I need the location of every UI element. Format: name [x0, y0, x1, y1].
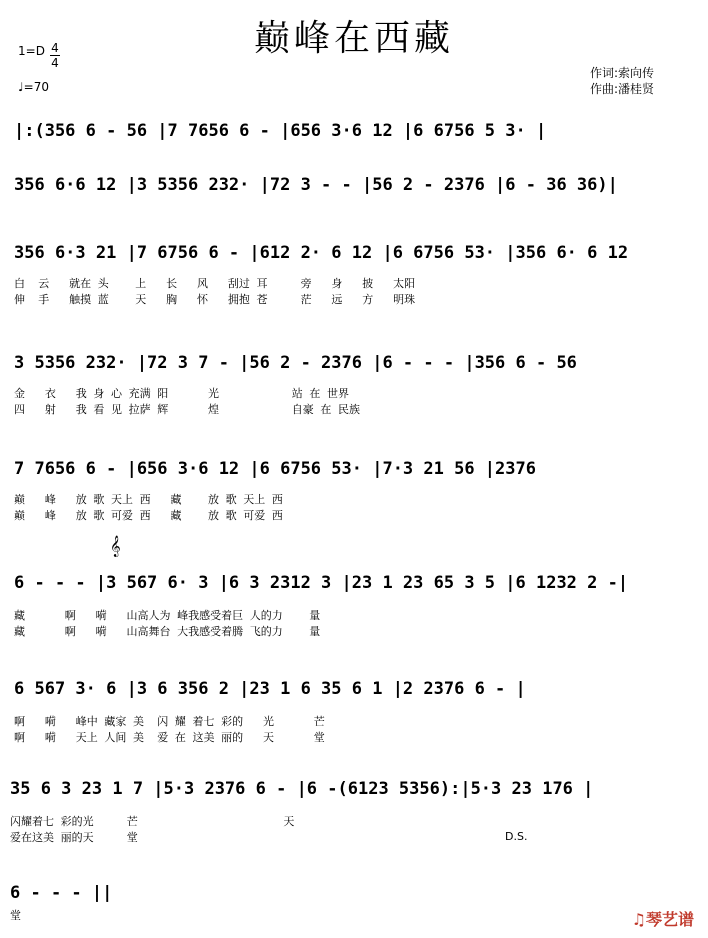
notation-line: 356 6·3 21 |7 6756 6 - |612 2· 6 12 |6 6756 53· |356 6· 6 12 [14, 243, 629, 263]
logo-icon: ♫ [631, 910, 646, 929]
song-title: 巅峰在西藏 [253, 18, 454, 59]
site-logo [632, 907, 694, 930]
ds-marking: D.S. [505, 830, 528, 843]
notation-line: 35 6 3 23 1 7 |5·3 2376 6 - |6 -(6123 5356):|5·3 23 176 | [10, 779, 594, 799]
notation-line: 6 - - - || [10, 883, 113, 903]
notation-line: 6 567 3· 6 |3 6 356 2 |23 1 6 35 6 1 |2 2376 6 - | [14, 679, 526, 699]
time-signature [50, 42, 60, 69]
lyric-verse-1: 堂 [10, 909, 21, 922]
logo-text: 琴艺谱 [645, 910, 694, 929]
notation-line: 7 7656 6 - |656 3·6 12 |6 6756 53· |7·3 21 56 |2376 [14, 459, 536, 479]
time-sig-top: 4 [51, 41, 59, 55]
lyric-verse-2: 四 射 我 看 见 拉萨 辉 煌 自豪 在 民族 [14, 403, 361, 416]
lyric-verse-1: 白 云 就在 头 上 长 风 刮过 耳 旁 身 披 太阳 [14, 277, 416, 290]
lyric-verse-1: 金 衣 我 身 心 充满 阳 光 站 在 世界 [14, 387, 350, 400]
lyricist-credit: 作词:索向传 [590, 66, 655, 80]
quarter-note-icon: ♩ [18, 80, 24, 94]
lyric-verse-1: 巅 峰 放 歌 天上 西 藏 放 歌 天上 西 [14, 493, 283, 506]
tempo-marking [18, 80, 49, 94]
lyric-verse-2: 藏 啊 嗬 山高舞台 大我感受着腾 飞的力 量 [14, 625, 321, 638]
lyric-verse-1: 闪耀着七 彩的光 芒 天 [10, 815, 295, 828]
lyric-verse-2: 伸 手 触摸 蓝 天 胸 怀 拥抱 苍 茫 远 方 明珠 [14, 293, 416, 306]
lyric-verse-1: 藏 啊 嗬 山高人为 峰我感受着巨 人的力 量 [14, 609, 321, 622]
lyric-verse-2: 巅 峰 放 歌 可爱 西 藏 放 歌 可爱 西 [14, 509, 283, 522]
notation-line: |:(356 6 - 56 |7 7656 6 - |656 3·6 12 |6 6756 5 3· | [14, 121, 547, 141]
time-sig-bottom: 4 [51, 56, 59, 70]
lyric-verse-2: 啊 嗬 天上 人间 美 爱 在 这美 丽的 天 堂 [14, 731, 325, 744]
notation-line: 356 6·6 12 |3 5356 232· |72 3 - - |56 2 - 2376 |6 - 36 36)| [14, 175, 618, 195]
tempo-value: =70 [23, 80, 49, 94]
composer-credit: 作曲:潘桂贤 [590, 82, 655, 96]
key-signature: 1=D [18, 44, 45, 58]
notation-line: 6 - - - |3 567 6· 3 |6 3 2312 3 |23 1 23 65 3 5 |6 1232 2 -| [14, 573, 629, 593]
segno-icon: 𝄞 [110, 536, 121, 557]
lyric-verse-2: 爱在这美 丽的天 堂 [10, 831, 138, 844]
notation-line: 3 5356 232· |72 3 7 - |56 2 - 2376 |6 - - - |356 6 - 56 [14, 353, 577, 373]
lyric-verse-1: 啊 嗬 峰中 藏家 美 闪 耀 着七 彩的 光 芒 [14, 715, 325, 728]
